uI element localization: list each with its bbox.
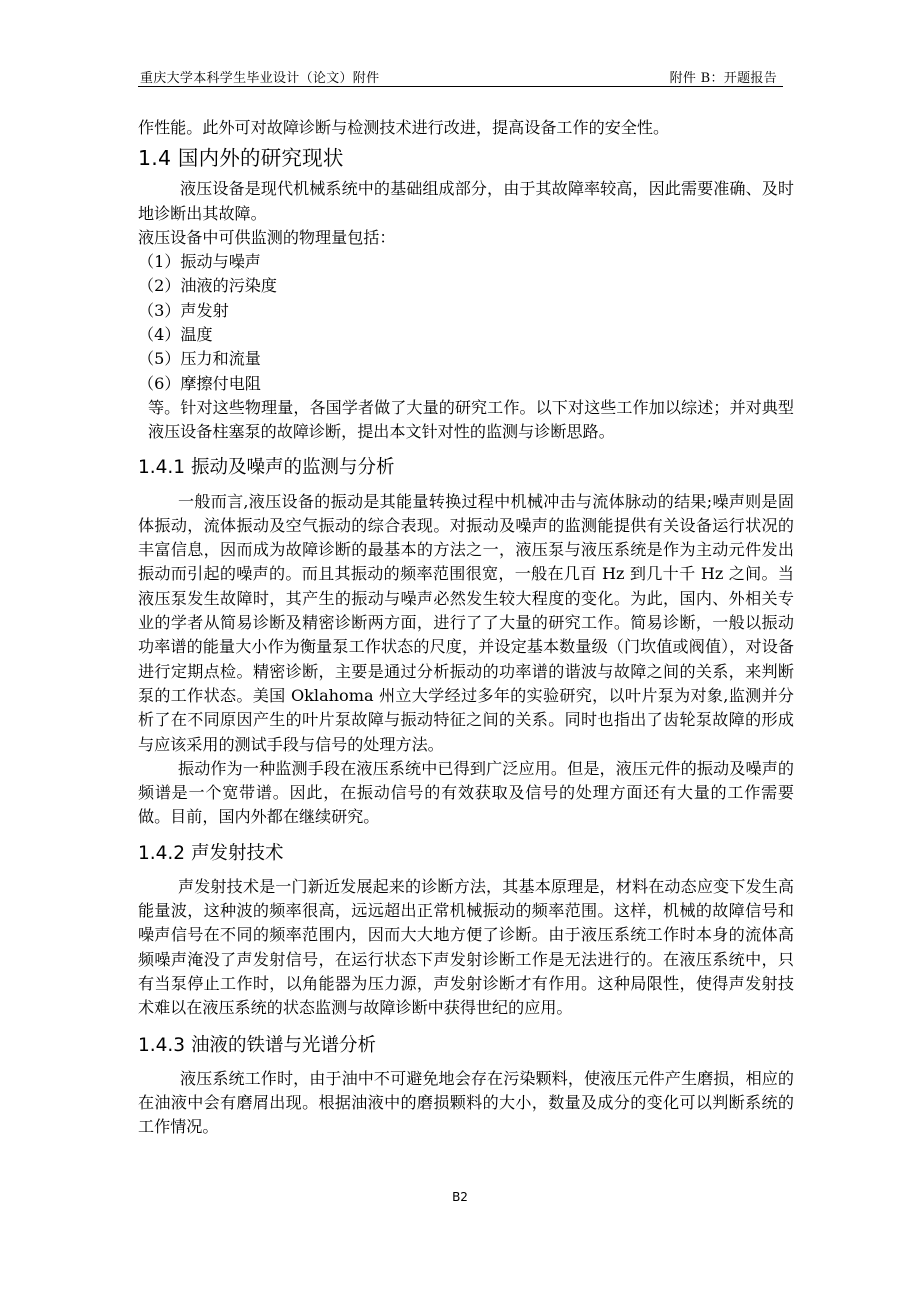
header-attachment-label: 附件 B：开题报告: [669, 71, 777, 86]
monitoring-quantity-list: [138, 250, 794, 396]
page-body: [138, 116, 794, 1139]
page-header: [138, 66, 783, 87]
list-item: （2）油液的污染度: [138, 276, 277, 296]
section-1-4-3-heading: 1.4.3 油液的铁谱与光谱分析: [138, 1034, 376, 1056]
section-1-4-1-heading: 1.4.1 振动及噪声的监测与分析: [138, 456, 395, 478]
list-item: （3）声发射: [138, 300, 229, 320]
page-number: B2: [452, 1190, 468, 1204]
list-item: （6）摩擦付电阻: [138, 373, 261, 393]
section-1-4-1-paragraph-2: 振动作为一种监测手段在液压系统中已得到广泛应用。但是，液压元件的振动及噪声的频谱是一个宽带谱。因此，在振动信号的有效获取及信号的处理方面还有大量的工作需要做。目前，国内外都在继续研究。: [138, 758, 794, 827]
section-1-4-1-paragraph-1: 一般而言,液压设备的振动是其能量转换过程中机械冲击与流体脉动的结果;噪声则是固体振动，流体振动及空气振动的综合表现。对振动及噪声的监测能提供有关设备运行状况的丰富信息，因而成为故障诊断的最基本的方法之一，液压泵与液压系统是作为主动元件发出振动而引起的噪声的。而且其振动的频率范围很宽，一般在几百 Hz 到几十千 Hz 之间。当液压泵发生故障时，其产生的振动与噪声必然发生较大程度的变化。为此，国内、外相关专业的学者从简易诊断及精密诊断两方面，进行了了大量的研究工作。简易诊断，一般以振动功率谱的能量大小作为衡量泵工作状态的尺度，并设定基本数量级（门坎值或阀值），对设备进行定期点检。精密诊断，主要是通过分析振动的功率谱的谐波与故障之间的关系，来判断泵的工作状态。美国 Oklahoma 州立大学经过多年的实验研究，以叶片泵为对象,监测并分析了在不同原因产生的叶片泵故障与振动特征之间的关系。同时也指出了齿轮泵故障的形成与应该采用的测试手段与信号的处理方法。: [138, 491, 794, 754]
intro-continuation: 作性能。此外可对故障诊断与检测技术进行改进，提高设备工作的安全性。: [138, 118, 670, 137]
section-1-4-3-paragraph: 液压系统工作时，由于油中不可避免地会存在污染颗料，使液压元件产生磨损，相应的在油液中会有磨屑出现。根据油液中的磨损颗料的大小，数量及成分的变化可以判断系统的工作情况。: [138, 1068, 794, 1137]
section-1-4-paragraph: 液压设备是现代机械系统中的基础组成部分，由于其故障率较高，因此需要准确、及时地诊断出其故障。: [138, 179, 794, 223]
list-item: （4）温度: [138, 325, 213, 345]
section-1-4-2-paragraph: 声发射技术是一门新近发展起来的诊断方法，其基本原理是，材料在动态应变下发生高能量波，这种波的频率很高，远远超出正常机械振动的频率范围。这样，机械的故障信号和噪声信号在不同的频率范围内，因而大大地方便了诊断。由于液压系统工作时本身的流体高频噪声淹没了声发射信号，在运行状态下声发射诊断工作是无法进行的。在液压系统中，只有当泵停止工作时，以角能器为压力源，声发射诊断才有作用。这种局限性，使得声发射技术难以在液压系统的状态监测与故障诊断中获得世纪的应用。: [138, 876, 794, 1018]
header-document-title: 重庆大学本科学生毕业设计（论文）附件: [140, 71, 380, 86]
section-1-4-heading: 1.4 国内外的研究现状: [138, 146, 344, 171]
section-1-4-summary: 等。针对这些物理量，各国学者做了大量的研究工作。以下对这些工作加以综述；并对典型液压设备柱塞泵的故障诊断，提出本文针对性的监测与诊断思路。: [148, 397, 794, 442]
section-1-4-2-heading: 1.4.2 声发射技术: [138, 842, 284, 864]
list-item: （1）振动与噪声: [138, 252, 261, 272]
section-1-4-list-intro: 液压设备中可供监测的物理量包括：: [138, 227, 396, 247]
list-item: （5）压力和流量: [138, 349, 261, 369]
